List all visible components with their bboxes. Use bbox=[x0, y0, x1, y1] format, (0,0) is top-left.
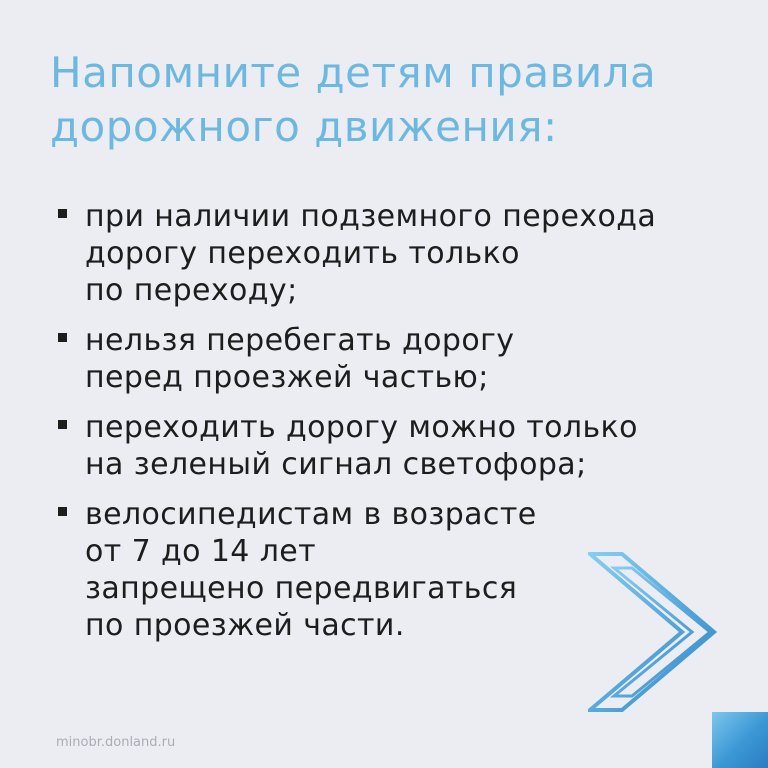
double-chevron-right-icon bbox=[588, 552, 718, 712]
rule-line: по переходу; bbox=[85, 273, 298, 308]
page-title-line: дорожного движения: bbox=[50, 102, 558, 151]
square-bullet-icon bbox=[58, 507, 67, 516]
rule-line: по проезжей части. bbox=[85, 608, 405, 643]
rule-item bbox=[58, 322, 708, 396]
rule-item bbox=[58, 198, 708, 309]
rule-line: при наличии подземного перехода bbox=[85, 199, 657, 234]
rule-line: велосипедистам в возрасте bbox=[85, 497, 537, 532]
square-bullet-icon bbox=[58, 420, 67, 429]
rule-line: переходить дорогу можно только bbox=[85, 410, 638, 445]
outer-chevron-shape bbox=[590, 554, 714, 710]
rule-line: на зеленый сигнал светофора; bbox=[85, 447, 587, 482]
rule-item bbox=[58, 409, 708, 483]
rule-line: запрещено передвигаться bbox=[85, 571, 518, 606]
rule-line: нельзя перебегать дорогу bbox=[85, 323, 515, 358]
rule-line: от 7 до 14 лет bbox=[85, 534, 317, 569]
square-bullet-icon bbox=[58, 209, 67, 218]
footer-site-url: minobr.donland.ru bbox=[56, 735, 176, 750]
rule-line: перед проезжей частью; bbox=[85, 360, 489, 395]
square-bullet-icon bbox=[58, 333, 67, 342]
page-title-line: Напомните детям правила bbox=[50, 48, 657, 97]
rule-line: дорогу переходить только bbox=[85, 236, 520, 271]
page-title bbox=[50, 46, 730, 154]
corner-accent-block bbox=[712, 712, 768, 768]
